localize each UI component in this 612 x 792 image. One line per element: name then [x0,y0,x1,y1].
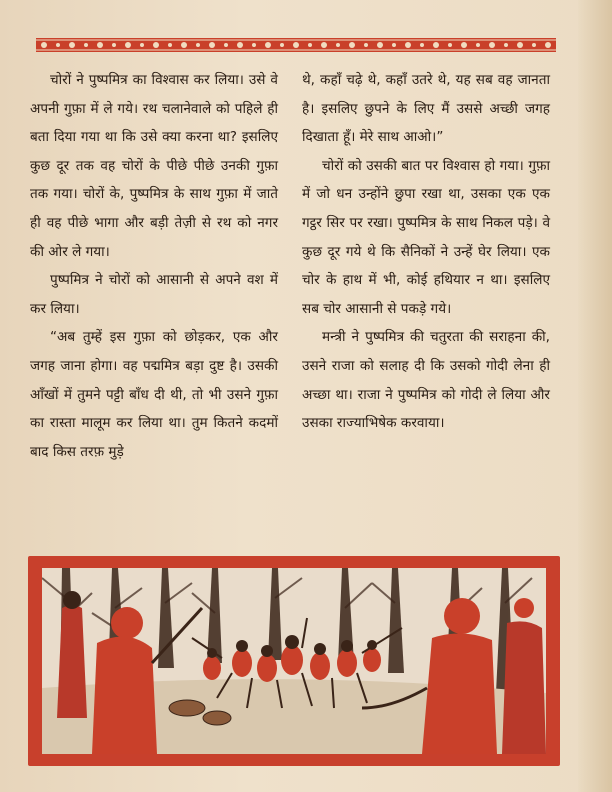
page-spine-shadow [578,0,612,792]
left-text-column [30,66,278,466]
right-paragraph-1: थे, कहाँ चढ़े थे, कहाँ उतरे थे, यह सब वह जानता है। इसलिए छुपने के लिए मैं उससे अच्छी जगह दिखाता हूँ। मेरे साथ आओ।” [302,72,550,146]
left-paragraph-1: चोरों ने पुष्पमित्र का विश्वास कर लिया। उसे वे अपनी गुफ़ा में ले गये। रथ चलानेवाले को पहिले ही बता दिया गया था कि उसे क्या करना था? इसलिए कुछ दूर तक वह चोरों के पीछे पीछे उनकी गुफ़ा तक गया। चोरों के, पुष्पमित्र के साथ गुफ़ा में जाते ही वह पीछे भागा और बड़ी तेज़ी से रथ को नगर की ओर ले गया। [30,72,278,260]
right-text-column [302,66,550,438]
right-paragraph-2: चोरों को उसकी बात पर विश्वास हो गया। गुफ़ा में जो धन उन्होंने छुपा रखा था, उसका एक एक गट्ठर सिर पर रखा। पुष्पमित्र के साथ निकल पड़े। वे कुछ दूर गये थे कि सैनिकों ने उन्हें घेर लिया। एक चोर के हाथ में भी, कोई हथियार न था। इसलिए सब चोर आसानी से पकड़े गये। [302,157,550,317]
left-paragraph-2: पुष्पमित्र ने चोरों को आसानी से अपने वश में कर लिया। [30,272,278,317]
forest-ambush-illustration-icon [28,556,560,766]
left-paragraph-3: “अब तुम्हें इस गुफ़ा को छोड़कर, एक और जगह जाना होगा। वह पद्ममित्र बड़ा दुष्ट है। उसकी आँखों में तुमने पट्टी बाँध दी थी, तो भी उसने गुफ़ा का रास्ता मालूम कर लिया था। तुम कितने कदमों बाद किस तरफ़ मुड़े [30,329,278,460]
right-paragraph-3: मन्त्री ने पुष्पमित्र की चतुरता की सराहना की, उसने राजा को सलाह दी कि उसको गोदी लेना ही अच्छा था। राजा ने पुष्पमित्र को गोदी ले लिया और उसका राज्याभिषेक करवाया। [302,329,550,432]
ornamental-border-icon [36,38,556,52]
